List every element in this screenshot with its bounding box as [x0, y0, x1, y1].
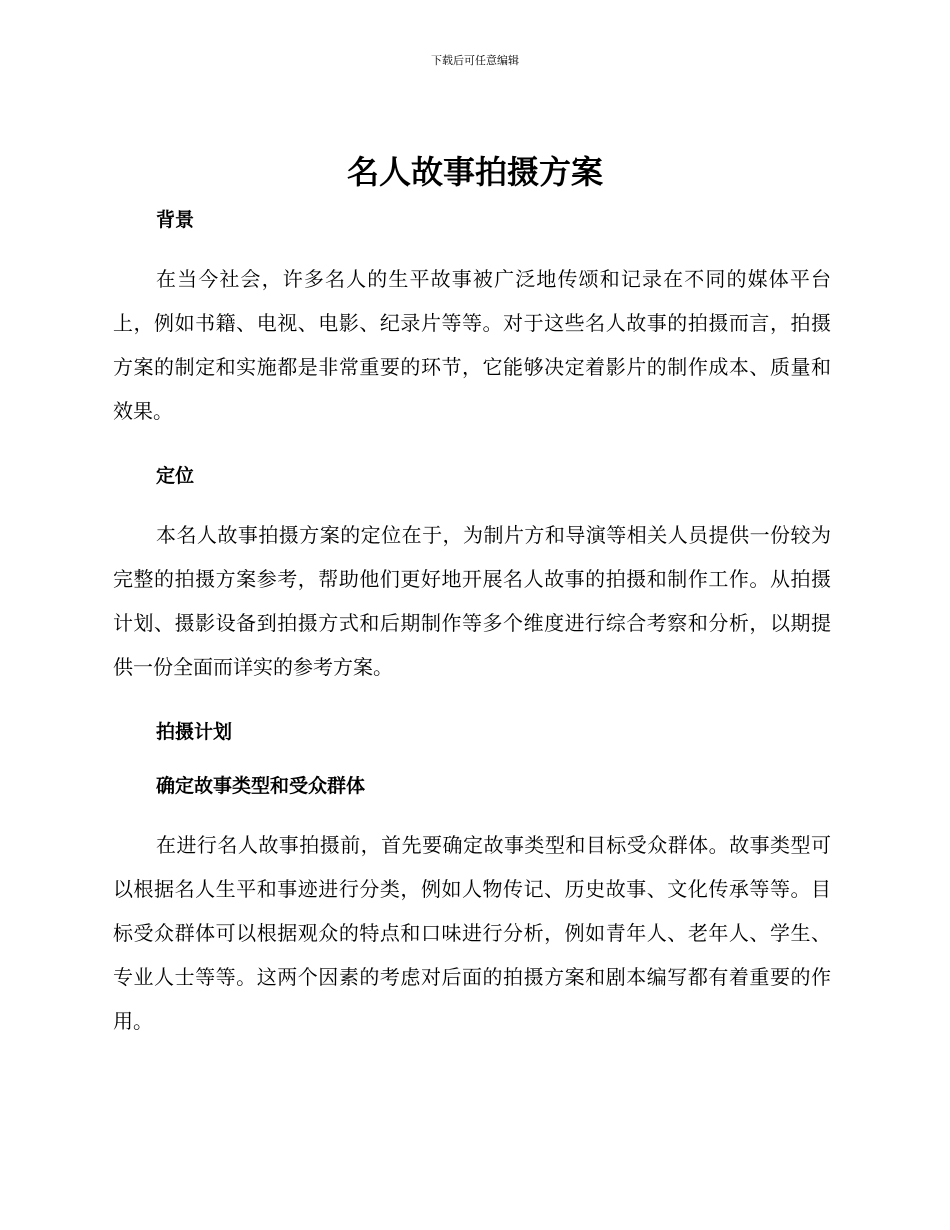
- document-body: [113, 203, 831, 1043]
- document-title: 名人故事拍摄方案: [346, 153, 603, 191]
- header-note: 下载后可任意编辑: [431, 54, 519, 67]
- section-heading-background: 背景: [156, 209, 195, 231]
- subheading-story-type: 确定故事类型和受众群体: [156, 775, 366, 797]
- section-heading-positioning: 定位: [156, 465, 195, 487]
- section-heading-shooting-plan: 拍摄计划: [156, 721, 233, 743]
- paragraph-background: 在当今社会，许多名人的生平故事被广泛地传颂和记录在不同的媒体平台上，例如书籍、电视、电影、纪录片等等。对于这些名人故事的拍摄而言，拍摄方案的制定和实施都是非常重要的环节，它能够决定着影片的制作成本、质量和效果。: [113, 267, 831, 423]
- paragraph-positioning: 本名人故事拍摄方案的定位在于，为制片方和导演等相关人员提供一份较为完整的拍摄方案参考，帮助他们更好地开展名人故事的拍摄和制作工作。从拍摄计划、摄影设备到拍摄方式和后期制作等多个维度进行综合考察和分析，以期提供一份全面而详实的参考方案。: [113, 523, 831, 679]
- paragraph-story-type: 在进行名人故事拍摄前，首先要确定故事类型和目标受众群体。故事类型可以根据名人生平和事迹进行分类，例如人物传记、历史故事、文化传承等等。目标受众群体可以根据观众的特点和口味进行分析，例如青年人、老年人、学生、专业人士等等。这两个因素的考虑对后面的拍摄方案和剧本编写都有着重要的作用。: [113, 833, 831, 1033]
